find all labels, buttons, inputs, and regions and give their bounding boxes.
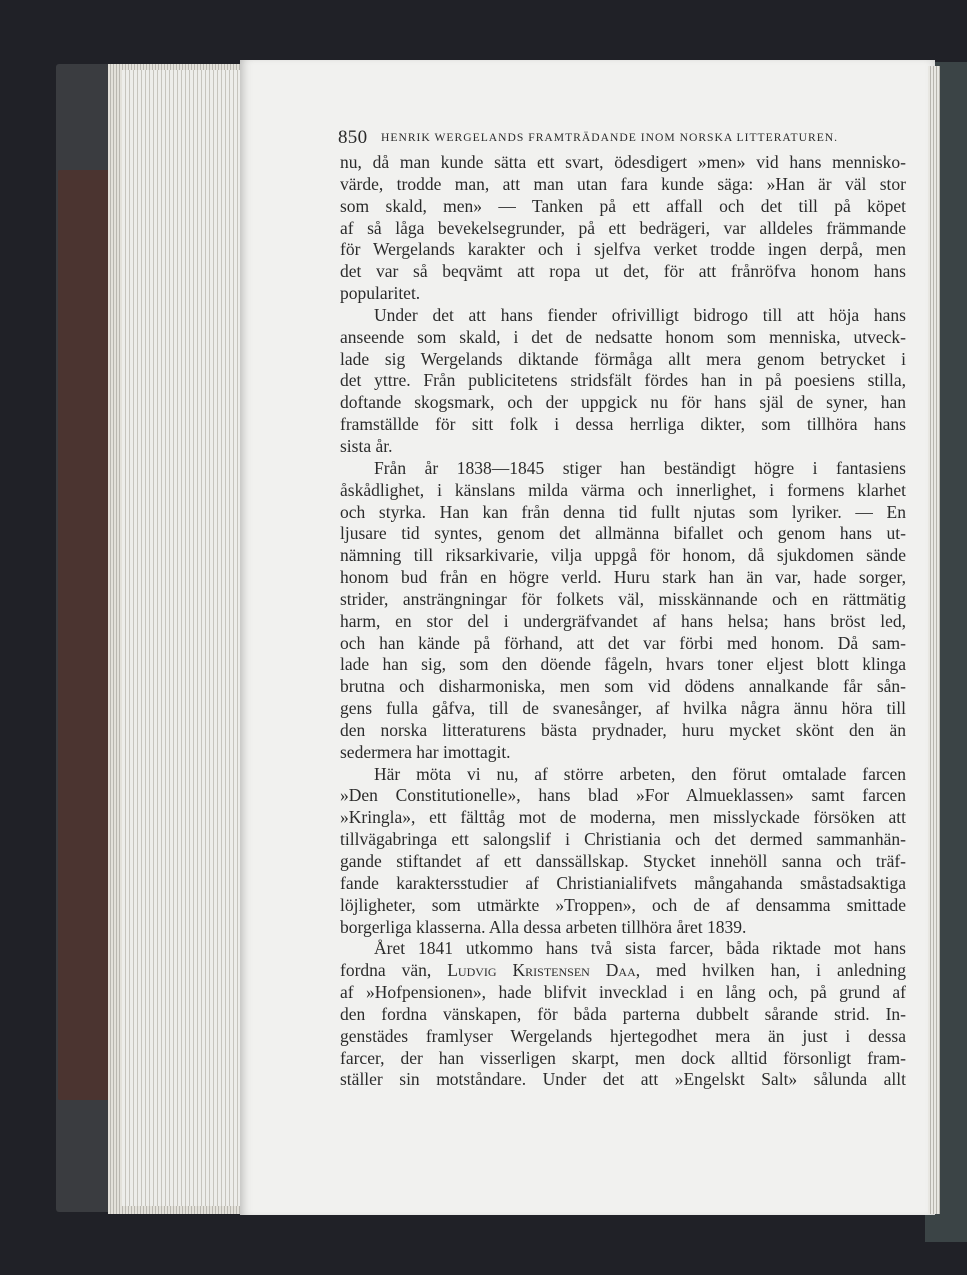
page-header xyxy=(338,127,908,151)
text-line: den norska litteraturens bästa prydnader, huru mycket skönt den än xyxy=(340,719,906,740)
text-line: lade han sig, som den döende fågeln, hvars toner eljest blott klinga xyxy=(340,654,906,675)
cover-leather-panel xyxy=(58,170,110,1100)
text-line: »Den Constitutionelle», hans blad »For Almueklassen» samt farcen xyxy=(340,785,906,806)
text-line: framställde för sitt folk i dessa herrliga dikter, som tillhöra hans xyxy=(340,414,906,435)
text-line: sedermera har imottagit. xyxy=(340,741,511,762)
text-line: doftande skogsmark, och der uppgick nu för hans själ de syner, han xyxy=(340,392,906,413)
text-line: strider, ansträngningar för folkets väl, misskännande och en rättmätig xyxy=(340,588,906,609)
text-line: åskådlighet, i känslans milda värma och innerlighet, i formens klarhet xyxy=(340,479,906,500)
text-line: af »Hofpensionen», hade blifvit invecklad i en lång och, på grund af xyxy=(340,982,906,1003)
text-line: och han kände på förhand, att det var förbi med honom. Då sam- xyxy=(340,632,906,653)
text-line: ställer sin motståndare. Under det att »Engelskt Salt» sålunda allt xyxy=(340,1069,906,1090)
page-stack-right-edges xyxy=(928,66,940,1214)
text-line: lade sig Wergelands diktande förmåga allt mera genom betrycket i xyxy=(340,348,906,369)
text-line: och styrka. Han kan från denna tid fullt njutas som lyriker. — En xyxy=(340,501,906,522)
text-line: harm, en stor del i undergräfvandet af hans helsa; hans bröst led, xyxy=(340,610,906,631)
text-line-with-name xyxy=(340,960,906,982)
page-stack-inner-edges xyxy=(122,70,248,1206)
text-line: ljusare tid syntes, genom det allmänna bifallet och genom hans ut- xyxy=(340,523,906,544)
text-line: borgerliga klasserna. Alla dessa arbeten tillhöra året 1839. xyxy=(340,916,747,937)
text-line: genstädes framlyser Wergelands hjertegodhet mera än just i dessa xyxy=(340,1025,906,1046)
text-line: farcer, der han visserligen skarpt, men dock alltid försonligt fram- xyxy=(340,1047,906,1068)
text-line: fande karaktersstudier af Christianialifvets mångahanda småstadsaktiga xyxy=(340,872,906,893)
text-line: »Kringla», ett fälttåg mot de moderna, men misslyckade försöken att xyxy=(340,807,906,828)
person-name: Ludvig Kristensen Daa xyxy=(447,960,636,981)
running-title: HENRIK WERGELANDS FRAMTRÄDANDE INOM NORSKA LITTERATUREN. xyxy=(381,131,839,144)
page-number: 850 xyxy=(338,127,368,148)
text-line: det var så beqvämt att ropa ut det, för att frånröfva honom hans xyxy=(340,261,906,282)
text-line: nämning till riksarkivarie, vilja uppgå för honom, då sjukdomen sände xyxy=(340,545,906,566)
text-line: värde, trodde man, att man utan fara kunde säga: »Han är väl stor xyxy=(340,173,906,194)
text-line: den fordna vänskapen, för båda parterna dubbelt sårande strid. In- xyxy=(340,1003,906,1024)
text-line: löjligheter, som utmärkte »Troppen», och de af densamma smittade xyxy=(340,894,906,915)
text-line: som skald, men» — Tanken på ett affall och det till på köpet xyxy=(340,195,906,216)
text-line: nu, då man kunde sätta ett svart, ödesdigert »men» vid hans mennisko- xyxy=(340,152,906,172)
text-line: popularitet. xyxy=(340,283,421,304)
text-line: anseende som skald, i det de nedsatte honom som menniska, utveck- xyxy=(340,326,906,347)
text-segment: fordna vän, xyxy=(340,960,448,981)
text-line: Året 1841 utkommo hans två sista farcer, båda riktade mot hans xyxy=(374,938,906,959)
text-line: honom bud från en högre verld. Huru stark han än var, hade sorger, xyxy=(340,567,906,588)
body-text xyxy=(340,152,906,1091)
text-segment: , med hvilken han, i anledning xyxy=(635,960,906,981)
text-line: det yttre. Från publicitetens stridsfält fördes han in på poesiens stilla, xyxy=(340,370,906,391)
text-line: Här möta vi nu, af större arbeten, den förut omtalade farcen xyxy=(374,763,906,784)
text-line: Från år 1838—1845 stiger han beständigt högre i fantasiens xyxy=(374,457,906,478)
text-line: tillvägabringa ett salongslif i Christiania och det dermed sammanhän- xyxy=(340,829,906,850)
text-line: gens fulla gåfva, till de svanesånger, af hvilka några ännu höra till xyxy=(340,698,906,719)
text-line: Under det att hans fiender ofrivilligt bidrogo till att höja hans xyxy=(374,304,906,325)
text-line: för Wergelands karakter och i sjelfva verket trodde ingen derpå, men xyxy=(340,239,906,260)
text-line: gande stiftandet af ett danssällskap. Stycket innehöll sanna och träf- xyxy=(340,851,906,871)
text-line: sista år. xyxy=(340,435,393,456)
text-line: brutna och disharmoniska, men som vid dödens annalkande får sån- xyxy=(340,676,906,697)
text-line: af så låga bevekelsegrunder, på ett bedrägeri, var alldeles främmande xyxy=(340,217,906,238)
